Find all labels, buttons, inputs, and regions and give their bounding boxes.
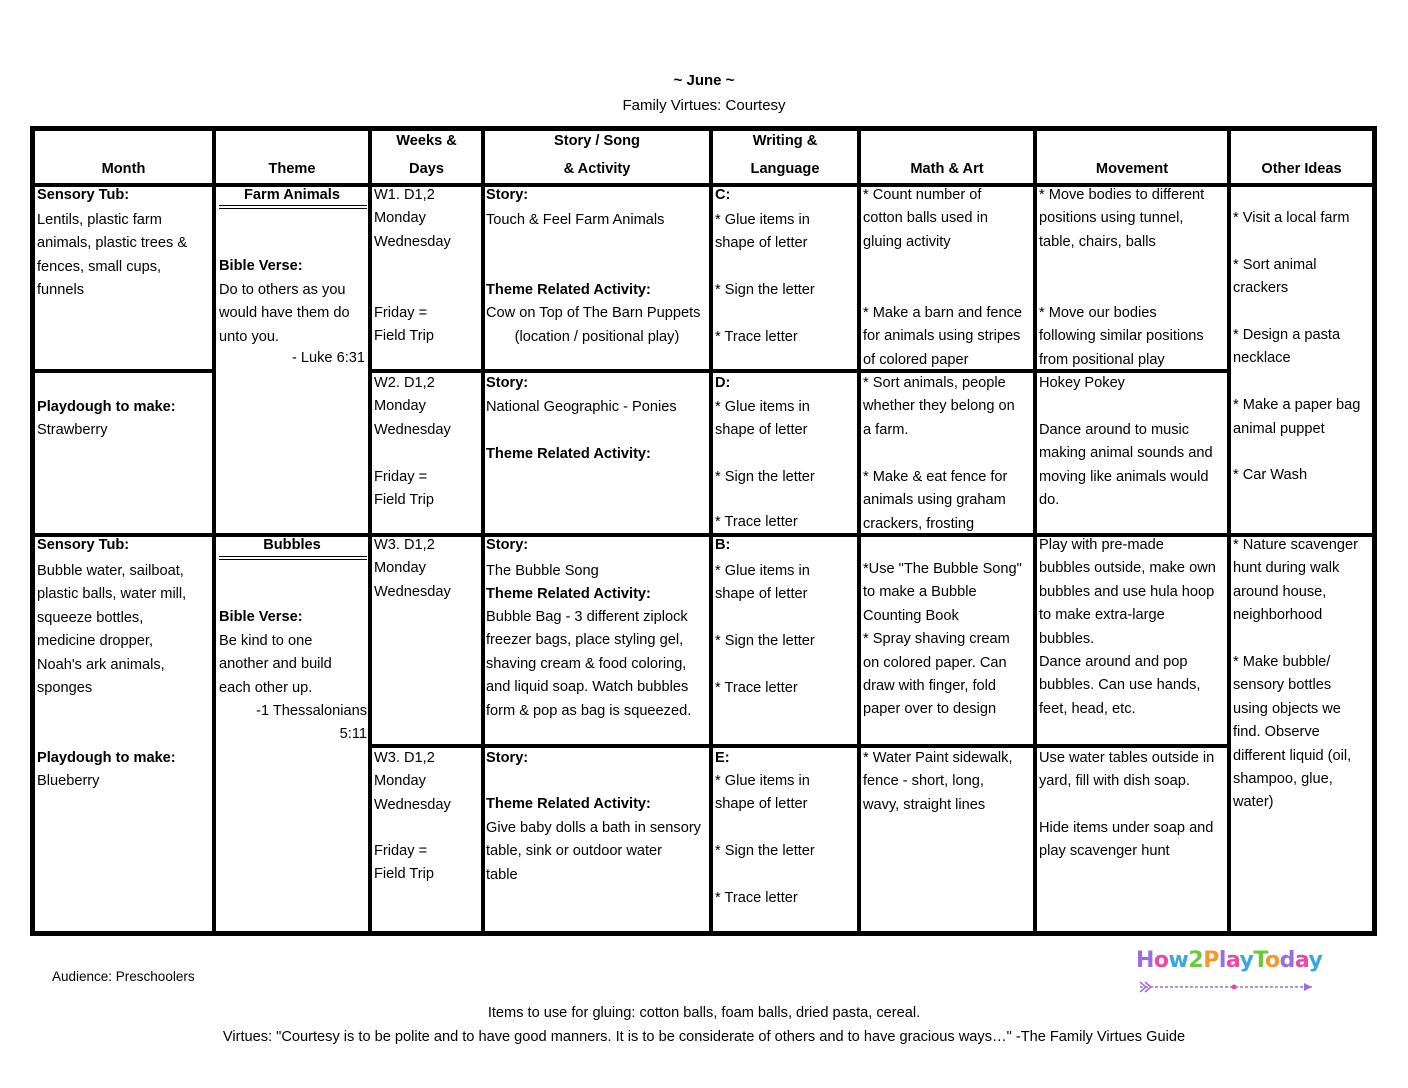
month-playdough-text-2: Blueberry [37,773,100,789]
how2playtoday-logo: How2PlayToday [1136,948,1316,998]
header-theme: Theme [268,161,316,177]
writing-glue-3: * Glue items in shape of letter [715,563,810,603]
theme-title-bubbles: Bubbles [263,537,321,553]
math-art-4: * Water Paint sidewalk, fence - short, long, wavy, straight lines [863,750,1013,813]
theme-verse-ref-2: -1 Thessalonians 5:11 [256,703,367,743]
story-label-3: Story: [486,537,529,553]
story-text-3: The Bubble Song [486,563,599,579]
writing-letter-4: E: [715,750,730,766]
theme-verse-1: Do to others as you would have them do unto you. [219,282,350,345]
movement-4a: Use water tables outside in yard, fill with dish soap. [1039,750,1215,790]
math-art-3: *Use "The Bubble Song" to make a Bubble Counting Book * Spray shaving cream on colored paper. Can draw with finger, fold paper over to design [863,561,1022,718]
activity-label-3: Theme Related Activity: [486,586,651,602]
month-sensory-label-2: Sensory Tub: [37,537,130,553]
month-sensory-text-1: Lentils, plastic farm animals, plastic trees & fences, small cups, funnels [37,212,188,299]
theme-verse-label-2: Bible Verse: [219,609,303,625]
movement-1b: * Move our bodies following similar positions from positional play [1039,305,1204,368]
writing-sign-3: * Sign the letter [715,633,815,649]
header-days: Days [409,161,444,177]
story-label-2: Story: [486,375,529,391]
writing-glue-4: * Glue items in shape of letter [715,773,810,813]
month-playdough-text-1: Strawberry [37,422,108,438]
movement-2a: Hokey Pokey [1039,375,1125,391]
writing-trace-1: * Trace letter [715,329,798,345]
theme-title-farm: Farm Animals [244,187,340,203]
math-art-1b: * Make a barn and fence for animals using stripes of colored paper [863,305,1023,368]
other-ideas-1: * Visit a local farm * Sort animal crackers * Design a pasta necklace * Make a paper bag animal puppet * Car Wash [1233,210,1361,484]
math-art-2a: * Sort animals, people whether they belong on a farm. [863,375,1015,438]
month-sensory-label-1: Sensory Tub: [37,187,130,203]
theme-verse-ref-1: - Luke 6:31 [291,350,365,366]
month-playdough-label-2: Playdough to make: [37,750,176,766]
story-text-1: Touch & Feel Farm Animals [486,212,665,228]
week-2-days: W2. D1,2 Monday Wednesday [374,375,451,438]
header-writing: Writing & [752,133,818,149]
activity-text-4: Give baby dolls a bath in sensory table, sink or outdoor water table [486,820,701,883]
header-story: Story / Song [554,133,640,149]
header-activity: & Activity [563,161,631,177]
activity-label-2: Theme Related Activity: [486,446,651,462]
math-art-1a: * Count number of cotton balls used in gluing activity [863,187,988,250]
week-1-days: W1. D1,2 Monday Wednesday [374,187,451,250]
month-playdough-label-1: Playdough to make: [37,399,176,415]
theme-verse-2: Be kind to one another and build each other up. [219,633,332,696]
audience-note: Audience: Preschoolers [52,969,195,984]
movement-2b: Dance around to music making animal sounds and moving like animals would do. [1039,422,1213,509]
gluing-items-note: Items to use for gluing: cotton balls, foam balls, dried pasta, cereal. [487,1005,921,1021]
header-other-ideas: Other Ideas [1261,161,1342,177]
week-3-days: W3. D1,2 Monday Wednesday [374,537,451,600]
movement-1a: * Move bodies to different positions using tunnel, table, chairs, balls [1039,187,1205,250]
writing-trace-3: * Trace letter [715,680,798,696]
page-subtitle: Family Virtues: Courtesy [622,97,786,114]
activity-text-1: Cow on Top of The Barn Puppets [486,305,701,321]
story-text-2: National Geographic - Ponies [486,399,677,415]
writing-glue-2: * Glue items in shape of letter [715,399,810,439]
writing-letter-3: B: [715,537,731,553]
math-art-2b: * Make & eat fence for animals using graham crackers, frosting [863,469,1008,532]
other-ideas-2: * Nature scavenger hunt during walk around house, neighborhood * Make bubble/ sensory bottles using objects we find. Observe different liquid (oil, shampoo, glue, water) [1233,537,1358,811]
header-movement: Movement [1095,161,1169,177]
writing-glue-1: * Glue items in shape of letter [715,212,810,252]
week-4-friday: Friday = Field Trip [374,843,435,883]
activity-note-1: (location / positional play) [514,329,680,345]
theme-verse-label-1: Bible Verse: [219,258,303,274]
header-month: Month [101,161,146,177]
arrow-divider-icon [1136,980,1316,994]
writing-sign-4: * Sign the letter [715,843,815,859]
writing-trace-4: * Trace letter [715,890,798,906]
activity-label-1: Theme Related Activity: [486,282,651,298]
movement-3: Play with pre-made bubbles outside, make own bubbles and use hula hoop to make extra-large bubbles. Dance around and pop bubbles. Can use hands, feet, head, etc. [1039,537,1216,717]
activity-text-3: Bubble Bag - 3 different ziplock freezer bags, place styling gel, shaving cream & food coloring, and liquid soap. Watch bubbles form & pop as bag is squeezed. [486,609,692,719]
week-2-friday: Friday = Field Trip [374,469,435,509]
writing-sign-1: * Sign the letter [715,282,815,298]
writing-letter-1: C: [715,187,731,203]
movement-4b: Hide items under soap and play scavenger hunt [1039,820,1214,860]
activity-label-4: Theme Related Activity: [486,796,651,812]
writing-letter-2: D: [715,375,731,391]
virtues-quote: Virtues: "Courtesy is to be polite and to have good manners. It is to be considerate of others and to have gracious ways…" -The Family Virtues Guide [222,1029,1186,1045]
story-label-4: Story: [486,750,529,766]
week-4-days: W3. D1,2 Monday Wednesday [374,750,451,813]
week-1-friday: Friday = Field Trip [374,305,435,345]
writing-sign-2: * Sign the letter [715,469,815,485]
header-language: Language [750,161,820,177]
header-math-art: Math & Art [910,161,984,177]
header-weeks: Weeks & [396,133,457,149]
page-title: ~ June ~ [673,72,735,89]
story-label-1: Story: [486,187,529,203]
month-sensory-text-2: Bubble water, sailboat, plastic balls, water mill, squeeze bottles, medicine dropper, Noah's ark animals, sponges [37,563,187,697]
writing-trace-2: * Trace letter [715,514,798,530]
